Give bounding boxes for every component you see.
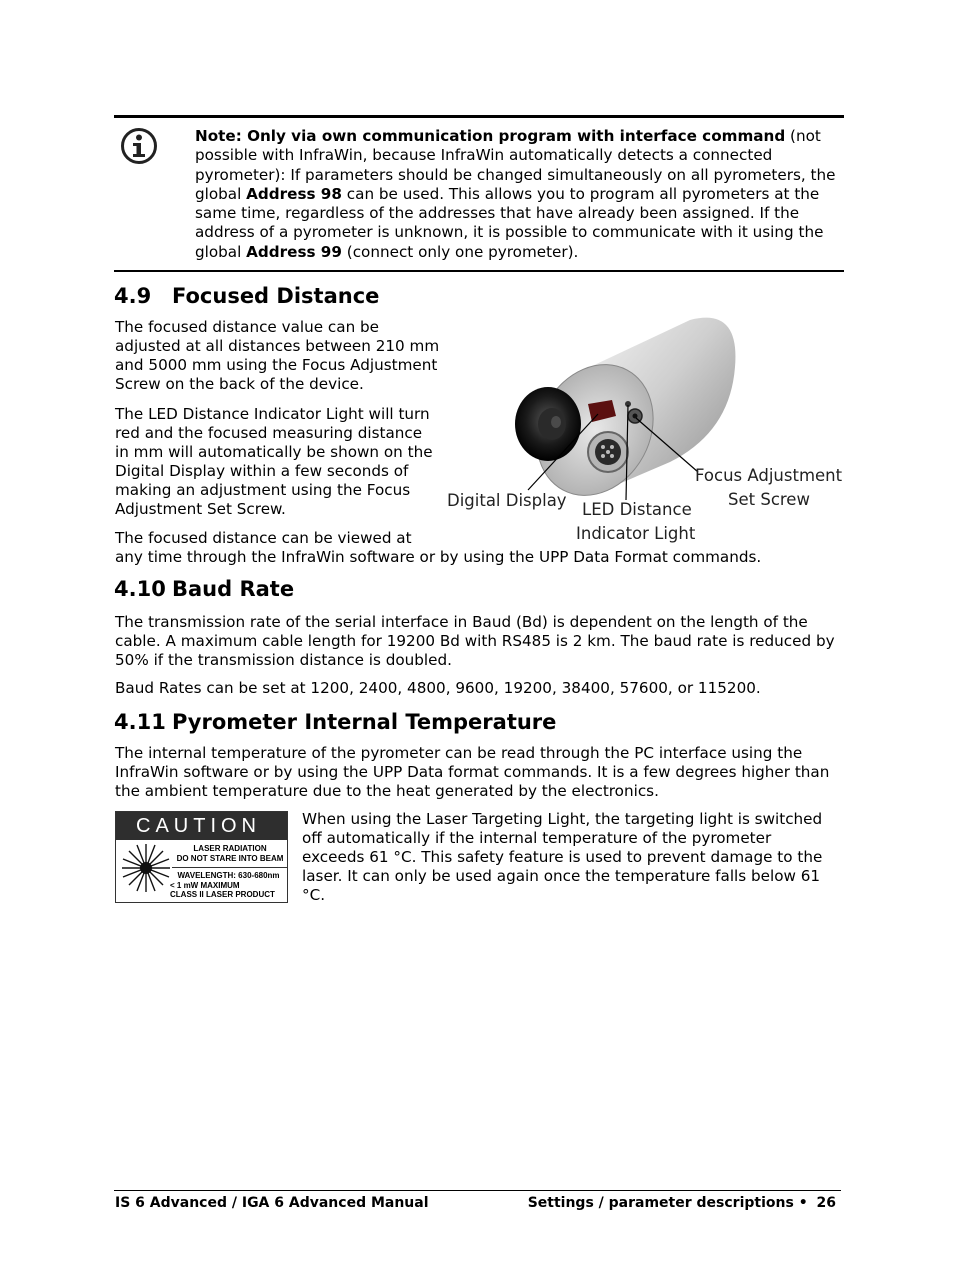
focused-paragraph-1: The focused distance value can be adjusted at all distances between 210 mm and 5000 mm using the Focus Adjustment Screw on the back of the device. [115,318,440,393]
figure-label-digital-display: Digital Display [447,491,567,510]
note-address-99: Address 99 [246,242,342,261]
caution-line-1: LASER RADIATION [193,844,267,853]
focused-paragraph-3b: any time through the InfraWin software or by using the UPP Data Format commands. [115,548,762,566]
focused-paragraph-2: The LED Distance Indicator Light will turn red and the focused measuring distance in mm will automatically be shown on the Digital Display within a few seconds of making an adjustment using the Focus Adjustment Set Screw. [115,405,433,518]
figure-label-focus-2: Set Screw [728,490,810,509]
focused-paragraph-3a: The focused distance can be viewed at [115,529,412,547]
footer-section: Settings / parameter descriptions [527,1195,794,1211]
internal-paragraph-1: The internal temperature of the pyrometer can be read through the PC interface using the InfraWin software or by using the UPP Data format commands. It is a few degrees higher than the ambient temperature due to the heat generated by the electronics. [115,744,830,800]
note-bottom-rule [114,270,844,272]
caution-line-2: DO NOT STARE INTO BEAM [176,854,284,863]
internal-paragraph-2: When using the Laser Targeting Light, the targeting light is switched off automatically if the internal temperature of the pyrometer exceeds 61 °C. This safety feature is used to prevent damage to the laser. It can only be used again once the temperature falls below 61 °C. [302,810,823,904]
section-heading-internal-temperature: 4.11 Pyrometer Internal Temperature [114,710,557,734]
note-top-rule [114,115,844,118]
figure-label-led-1: LED Distance [582,500,692,519]
figure-label-led-2: Indicator Light [576,524,696,543]
note-address-98: Address 98 [246,184,342,203]
caution-label [115,811,288,903]
caution-line-4: < 1 mW MAXIMUM [170,881,240,890]
section-heading-focused-distance: 4.9 Focused Distance [114,284,380,308]
laser-starburst-icon [121,843,171,893]
footer-rule [114,1190,841,1191]
section-heading-baud-rate: 4.10 Baud Rate [114,577,295,601]
footer-section-page [500,1194,836,1212]
footer-bullet: • [798,1195,808,1211]
footer-manual-title: IS 6 Advanced / IGA 6 Advanced Manual [115,1195,429,1211]
note-text: Note: Only via own communication program with interface command (not possible with InfraWin, because InfraWin automatically detects a connected pyrometer): If parameters should be changed simultaneously on all pyrometers, the global Address 98 can be used. This allows you to program all pyrometers at the same time, regardless of the addresses that have already been assigned. If the address of a pyrometer is unknown, it is possible to communicate with it using the global Address 99 (connect only one pyrometer). [195,127,836,261]
caution-divider [172,867,287,868]
caution-line-3: WAVELENGTH: 630-680nm [177,871,280,880]
figure-label-focus-1: Focus Adjustment [695,466,843,485]
caution-line-5: CLASS II LASER PRODUCT [170,890,275,899]
baud-paragraph-1: The transmission rate of the serial interface in Baud (Bd) is dependent on the length of the cable. A maximum cable length for 19200 Bd with RS485 is 2 km. The baud rate is reduced by 50% if the transmission distance is doubled. [115,613,835,669]
caution-header: CAUTION [116,812,287,840]
note-lead: Note: Only via own communication program with interface command [195,127,786,145]
page-number: 26 [816,1195,836,1211]
baud-paragraph-2: Baud Rates can be set at 1200, 2400, 4800, 9600, 19200, 38400, 57600, or 115200. [115,679,761,697]
info-icon [120,127,158,165]
